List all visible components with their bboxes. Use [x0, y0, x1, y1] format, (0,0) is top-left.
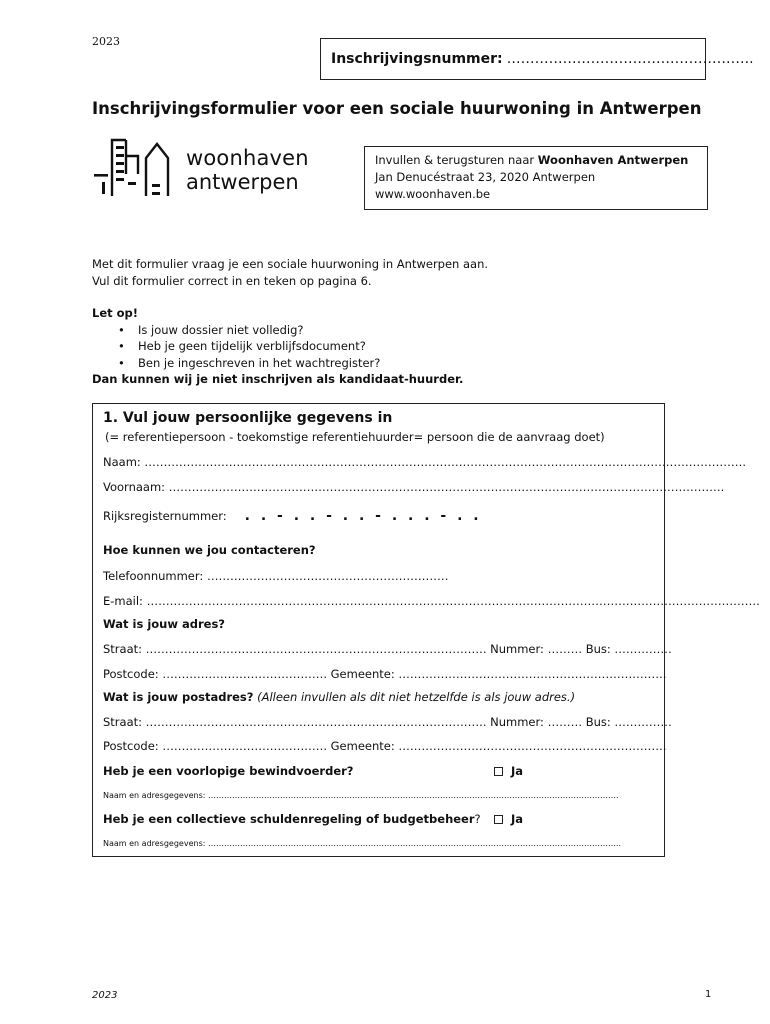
logo-text-woonhaven: woonhaven — [186, 146, 309, 170]
logo-buildings-icon — [94, 138, 176, 200]
warning-conclusion: Dan kunnen wij je niet inschrijven als kandidaat-huurder. — [92, 372, 464, 386]
logo-text-antwerpen: antwerpen — [186, 170, 299, 194]
section-subheading: (= referentiepersoon - toekomstige referentiehuurder= persoon die de aanvraag doet) — [105, 430, 605, 444]
return-address-prefix: Invullen & terugsturen naar — [375, 153, 538, 167]
postal-postcode-field[interactable]: Postcode: ……………………………………. Gemeente: ……………………………………………………………. — [103, 739, 667, 753]
first-name-field[interactable]: Voornaam: ………………………………………………………………………………………………………………………………. — [103, 480, 725, 494]
warning-item: • Is jouw dossier niet volledig? — [118, 322, 463, 339]
debt-yes-label: Ja — [511, 812, 524, 826]
return-address-street: Jan Denucéstraat 23, 2020 Antwerpen — [375, 170, 596, 184]
section-heading: 1. Vul jouw persoonlijke gegevens in — [103, 410, 393, 426]
guardian-yes-checkbox[interactable] — [494, 767, 503, 776]
guardian-yes-option[interactable] — [494, 764, 523, 778]
debt-details-field[interactable]: Naam en adresgegevens: ……………………………………………………………………………………………………………………………………….. — [103, 839, 622, 848]
guardian-details-field[interactable]: Naam en adresgegevens: ………………………………………………………………………………………………………………………………………. — [103, 791, 619, 800]
header-year: 2023 — [92, 35, 120, 48]
address-heading: Wat is jouw adres? — [103, 617, 225, 631]
warning-item: • Heb je geen tijdelijk verblijfsdocument? — [118, 338, 463, 355]
registration-number-box — [320, 38, 754, 80]
return-address-website: www.woonhaven.be — [375, 187, 491, 201]
postal-address-heading-row — [103, 690, 575, 704]
debt-question-row — [103, 812, 481, 826]
street-field[interactable]: Straat: …………………………………………………………………………….. Nummer: ……… Bus: …………… — [103, 642, 672, 656]
guardian-yes-label: Ja — [511, 764, 524, 778]
page-title: Inschrijvingsformulier voor een sociale huurwoning in Antwerpen — [92, 99, 702, 118]
contact-heading: Hoe kunnen we jou contacteren? — [103, 543, 316, 557]
warning-list — [92, 322, 463, 372]
return-address-box — [364, 146, 708, 210]
phone-field[interactable]: Telefoonnummer: ……………………………………………………… — [103, 569, 449, 583]
guardian-question: Heb je een voorlopige bewindvoerder? — [103, 764, 354, 778]
page-number: 1 — [705, 989, 712, 1000]
woonhaven-logo — [94, 138, 334, 200]
intro-line-2: Vul dit formulier correct in en teken op pagina 6. — [92, 274, 372, 288]
national-register-field[interactable]: . . - . . - . . - . . . - . . — [244, 508, 482, 524]
debt-question-mark: ? — [474, 812, 481, 826]
personal-details-form — [92, 403, 760, 857]
postal-address-heading: Wat is jouw postadres? — [103, 690, 254, 704]
warning-heading: Let op! — [92, 306, 139, 320]
intro-line-1: Met dit formulier vraag je een sociale huurwoning in Antwerpen aan. — [92, 257, 489, 271]
debt-yes-checkbox[interactable] — [494, 815, 503, 824]
national-register-row — [103, 508, 482, 524]
registration-number-label: Inschrijvingsnummer: — [331, 51, 503, 67]
debt-yes-option[interactable] — [494, 812, 523, 826]
intro-text — [92, 256, 488, 290]
warning-item: • Ben je ingeschreven in het wachtregister? — [118, 355, 463, 372]
national-register-label: Rijksregisternummer: — [103, 509, 227, 523]
footer-year: 2023 — [92, 990, 118, 1001]
postal-address-note: (Alleen invullen als dit niet hetzelfde is als jouw adres.) — [253, 690, 576, 704]
warning-block — [92, 305, 463, 388]
postal-street-field[interactable]: Straat: …………………………………………………………………………….. Nummer: ……… Bus: …………… — [103, 715, 672, 729]
email-field[interactable]: E-mail: ……………………………………………………………………………………………………………………………………………. — [103, 594, 760, 608]
return-address-line1 — [375, 152, 707, 169]
registration-number-field[interactable]: …………………………………………….. — [506, 51, 754, 67]
postcode-field[interactable]: Postcode: ……………………………………. Gemeente: ……………………………………………………………. — [103, 667, 667, 681]
name-field[interactable]: Naam: …………………………………………………………………………………………………………………………………………. — [103, 455, 747, 469]
debt-question: Heb je een collectieve schuldenregeling of budgetbeheer — [103, 812, 475, 826]
return-address-org: Woonhaven Antwerpen — [537, 153, 689, 167]
